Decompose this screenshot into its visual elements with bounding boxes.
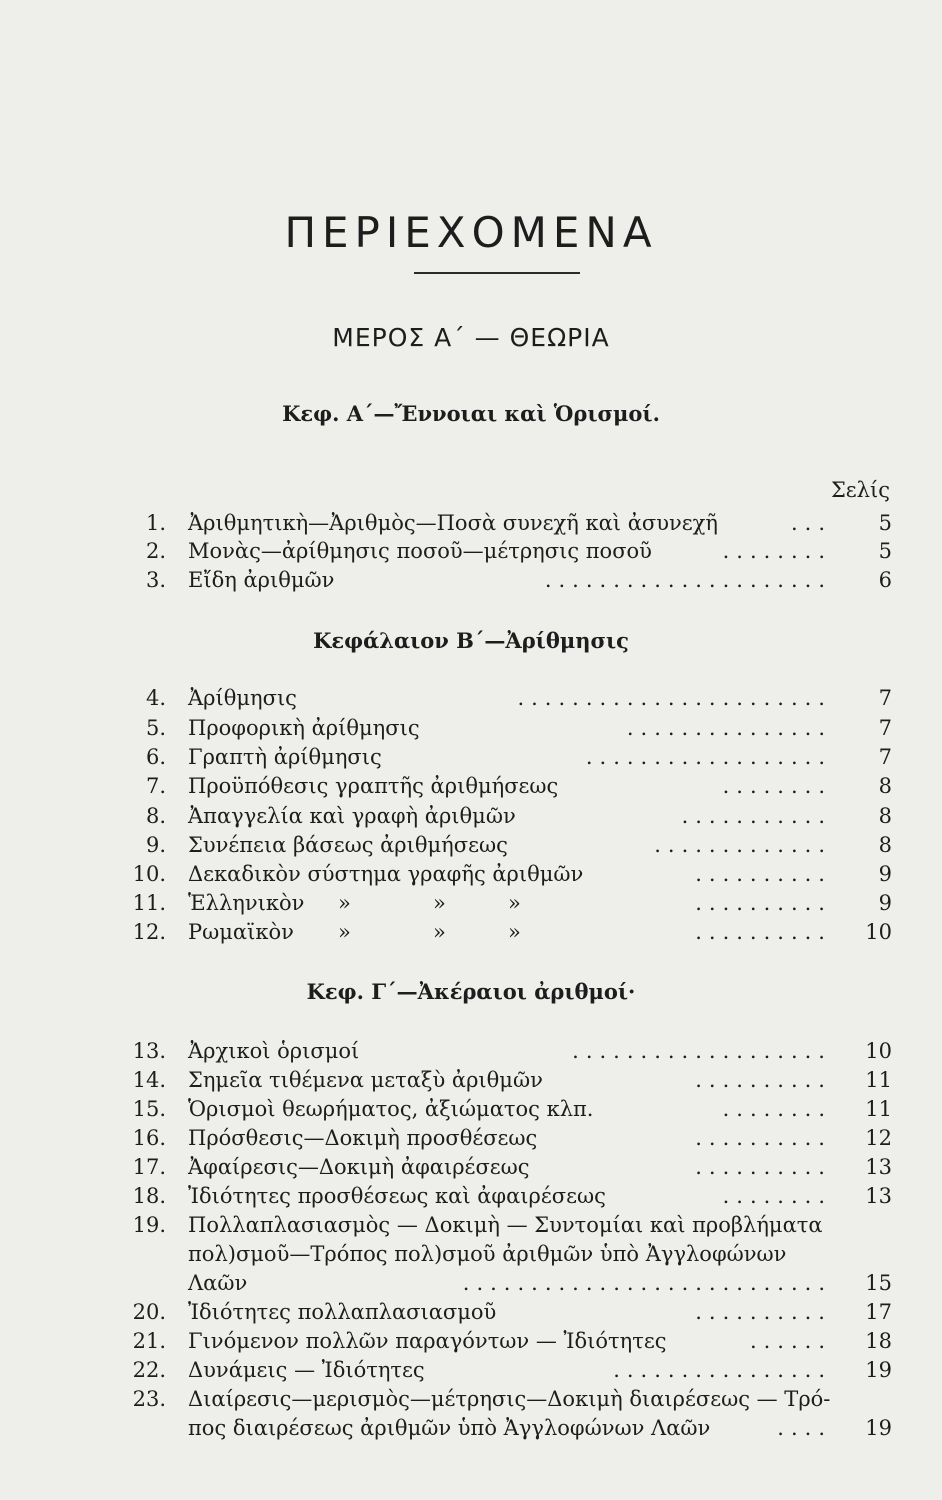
toc-entry (0, 1182, 942, 1210)
part-heading: ΜΕΡΟΣ Α΄ — ΘΕΩΡΙΑ (332, 323, 610, 352)
page-title: ΠΕΡΙΕΧΟΜΕΝΑ (284, 208, 658, 257)
ditto-mark: » (338, 891, 351, 915)
toc-entry (0, 714, 942, 742)
entry-text: Ἀριθμητικὴ—Ἀριθμὸς—Ποσὰ συνεχῆ καὶ ἀσυνεχῆ (188, 511, 718, 535)
entry-text-main: Ρωμαϊκὸν (188, 920, 294, 944)
entry-number: 3. (145, 568, 166, 592)
entry-page: 13 (865, 1155, 892, 1179)
entry-number: 11. (132, 891, 166, 915)
leader-dots: ....................... (517, 686, 832, 710)
leader-dots: .......... (695, 1155, 832, 1179)
entry-text: Μονὰς—ἀρίθμησις ποσοῦ—μέτρησις ποσοῦ (188, 539, 652, 563)
entry-number: 20. (132, 1300, 166, 1324)
leader-dots: ............... (626, 716, 832, 740)
entry-text: Ἀφαίρεσις—Δοκιμὴ ἀφαιρέσεως (188, 1155, 530, 1179)
entry-page: 7 (878, 716, 892, 740)
toc-entry (0, 1269, 942, 1297)
entry-page: 10 (865, 1039, 892, 1063)
toc-entry (0, 1356, 942, 1384)
chapter-heading-a: Κεφ. Α΄—Ἔννοιαι καὶ Ὁρισμοί. (282, 401, 660, 426)
leader-dots: .......... (695, 1126, 832, 1150)
entry-text: Δυνάμεις — Ἰδιότητες (188, 1358, 425, 1382)
title-underline (414, 272, 580, 274)
entry-page: 5 (878, 511, 892, 535)
leader-dots: .......... (695, 1300, 832, 1324)
entry-page: 15 (865, 1271, 892, 1295)
entry-text: Ἰδιότητες προσθέσεως καὶ ἀφαιρέσεως (188, 1184, 606, 1208)
entry-number: 22. (132, 1358, 166, 1382)
entry-text: Προϋπόθεσις γραπτῆς ἀριθμήσεως (188, 774, 559, 798)
toc-entry (0, 831, 942, 859)
entry-text: Πολλαπλασιασμὸς — Δοκιμὴ — Συντομίαι καὶ προβλήματα (188, 1213, 823, 1237)
entry-number: 23. (132, 1387, 166, 1411)
ditto-mark: » (508, 891, 521, 915)
entry-text: Εἴδη ἀριθμῶν (188, 568, 335, 592)
entry-number: 15. (132, 1097, 166, 1121)
toc-entry (0, 1385, 942, 1413)
entry-page: 18 (865, 1329, 892, 1353)
leader-dots: ................... (572, 1039, 832, 1063)
entry-number: 5. (145, 716, 166, 740)
entry-text-continued: Λαῶν (188, 1271, 248, 1295)
entry-number: 14. (132, 1068, 166, 1092)
toc-entry (0, 1124, 942, 1152)
entry-text: Δεκαδικὸν σύστημα γραφῆς ἀριθμῶν (188, 862, 584, 886)
entry-text-continued: πολ)σμοῦ—Τρόπος πολ)σμοῦ ἀριθμῶν ὑπὸ Ἀγγλοφώνων (188, 1242, 787, 1266)
leader-dots: ............. (654, 833, 832, 857)
toc-entry (0, 860, 942, 888)
entry-text: Προφορικὴ ἀρίθμησις (188, 716, 420, 740)
ditto-mark: » (508, 920, 521, 944)
toc-entry (0, 1298, 942, 1326)
entry-number: 21. (132, 1329, 166, 1353)
entry-page: 11 (865, 1097, 892, 1121)
leader-dots: ... (790, 511, 832, 535)
entry-text (188, 918, 521, 946)
leader-dots: .................. (585, 745, 832, 769)
entry-number: 13. (132, 1039, 166, 1063)
entry-number: 17. (132, 1155, 166, 1179)
entry-page: 10 (865, 920, 892, 944)
entry-number: 12. (132, 920, 166, 944)
entry-text: Ἀρίθμησις (188, 686, 297, 710)
entry-page: 7 (878, 745, 892, 769)
leader-dots: ........ (722, 774, 832, 798)
entry-page: 12 (865, 1126, 892, 1150)
entry-number: 4. (145, 686, 166, 710)
leader-dots: ........ (722, 539, 832, 563)
entry-number: 2. (145, 539, 166, 563)
toc-entry (0, 1037, 942, 1065)
entry-text-main: Ἑλληνικὸν (188, 891, 305, 915)
toc-entry (0, 1153, 942, 1181)
entry-page: 6 (878, 568, 892, 592)
toc-entry (0, 1414, 942, 1442)
toc-entry (0, 772, 942, 800)
leader-dots: ........... (681, 804, 832, 828)
leader-dots: ........ (722, 1184, 832, 1208)
entry-number: 19. (132, 1213, 166, 1237)
entry-text: Διαίρεσις—μερισμὸς—μέτρησις—Δοκιμὴ διαιρέσεως — Τρό- (188, 1387, 831, 1411)
entry-page: 9 (878, 862, 892, 886)
leader-dots: ................ (613, 1358, 832, 1382)
entry-page: 7 (878, 686, 892, 710)
entry-text: Ὁρισμοὶ θεωρήματος, ἀξιώματος κλπ. (188, 1097, 594, 1121)
entry-number: 8. (145, 804, 166, 828)
leader-dots: ...... (749, 1329, 832, 1353)
toc-entry (0, 1327, 942, 1355)
entry-number: 16. (132, 1126, 166, 1150)
leader-dots: .......... (695, 862, 832, 886)
leader-dots: .......... (695, 891, 832, 915)
entry-text: Συνέπεια βάσεως ἀριθμήσεως (188, 833, 508, 857)
entry-page: 17 (865, 1300, 892, 1324)
toc-entry (0, 918, 942, 946)
chapter-heading-c: Κεφ. Γ΄—Ἀκέραιοι ἀριθμοί· (306, 979, 636, 1004)
ditto-mark: » (338, 920, 351, 944)
entry-number: 10. (132, 862, 166, 886)
entry-page: 19 (865, 1416, 892, 1440)
ditto-mark: » (433, 920, 446, 944)
toc-entry (0, 1211, 942, 1239)
leader-dots: ........................... (462, 1271, 832, 1295)
ditto-mark: » (433, 891, 446, 915)
toc-entry (0, 743, 942, 771)
entry-number: 7. (145, 774, 166, 798)
entry-page: 8 (878, 804, 892, 828)
toc-entry (0, 1066, 942, 1094)
entry-page: 8 (878, 774, 892, 798)
leader-dots: .......... (695, 1068, 832, 1092)
entry-page: 5 (878, 539, 892, 563)
toc-entry (0, 566, 942, 594)
chapter-heading-b: Κεφάλαιον Β΄—Ἀρίθμησις (313, 628, 629, 653)
toc-entry (0, 537, 942, 565)
toc-entry (0, 509, 942, 537)
leader-dots: ........ (722, 1097, 832, 1121)
page-column-label: Σελίς (830, 478, 890, 502)
leader-dots: .... (777, 1416, 832, 1440)
leader-dots: .......... (695, 920, 832, 944)
toc-entry (0, 802, 942, 830)
entry-page: 9 (878, 891, 892, 915)
entry-text-continued: πος διαιρέσεως ἀριθμῶν ὑπὸ Ἀγγλοφώνων Λαῶν (188, 1416, 711, 1440)
entry-page: 19 (865, 1358, 892, 1382)
entry-page: 13 (865, 1184, 892, 1208)
entry-text: Σημεῖα τιθέμενα μεταξὺ ἀριθμῶν (188, 1068, 543, 1092)
entry-number: 1. (145, 511, 166, 535)
entry-number: 18. (132, 1184, 166, 1208)
toc-entry (0, 889, 942, 917)
entry-text: Ἀρχικοὶ ὁρισμοί (188, 1039, 360, 1063)
entry-page: 11 (865, 1068, 892, 1092)
toc-entry (0, 1095, 942, 1123)
entry-text: Γραπτὴ ἀρίθμησις (188, 745, 382, 769)
entry-page: 8 (878, 833, 892, 857)
entry-text: Πρόσθεσις—Δοκιμὴ προσθέσεως (188, 1126, 538, 1150)
entry-text: Ἀπαγγελία καὶ γραφὴ ἀριθμῶν (188, 804, 516, 828)
entry-text: Ἰδιότητες πολλαπλασιασμοῦ (188, 1300, 497, 1324)
leader-dots: ..................... (544, 568, 832, 592)
toc-entry (0, 684, 942, 712)
entry-text: Γινόμενον πολλῶν παραγόντων — Ἰδιότητες (188, 1329, 667, 1353)
entry-number: 6. (145, 745, 166, 769)
entry-text (188, 889, 521, 917)
entry-number: 9. (145, 833, 166, 857)
